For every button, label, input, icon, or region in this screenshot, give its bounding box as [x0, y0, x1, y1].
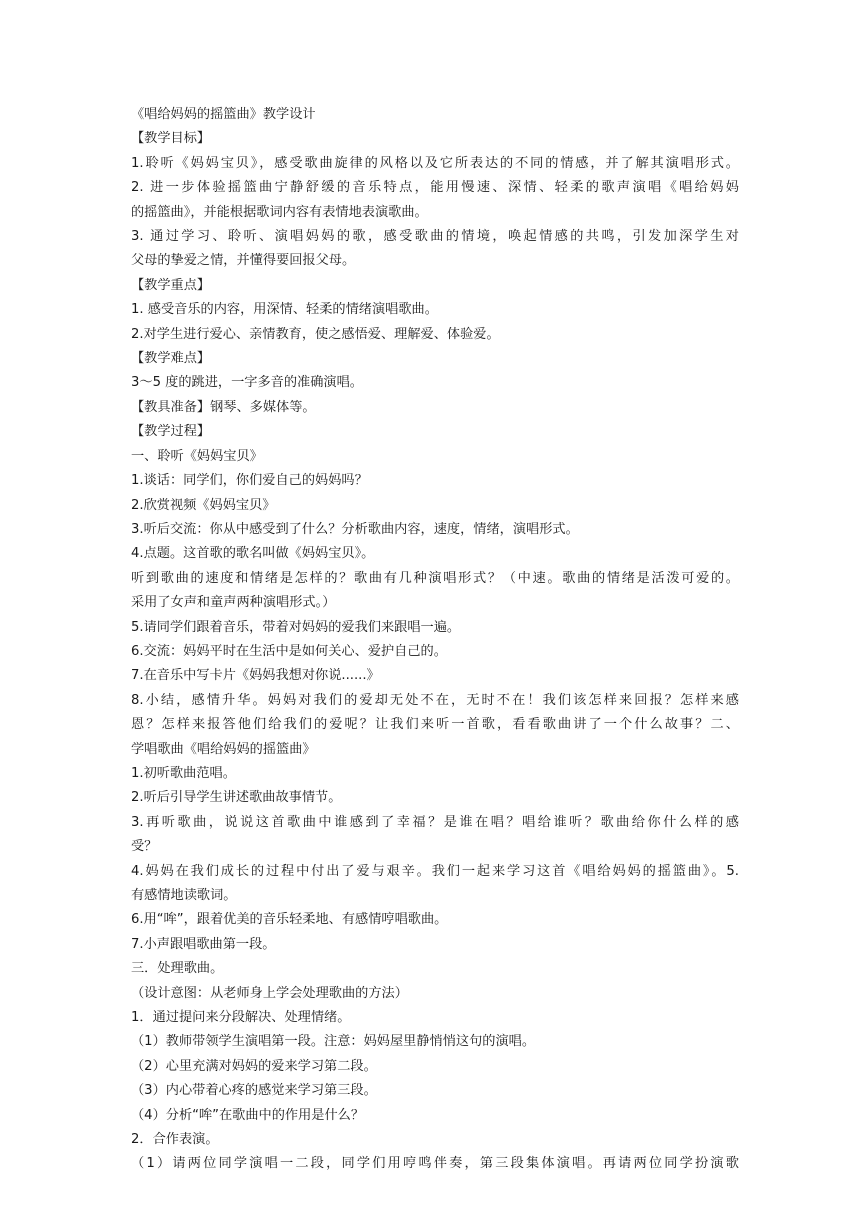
text-line: 采用了女声和童声两种演唱形式。）	[131, 595, 336, 611]
text-line: 4.妈妈在我们成长的过程中付出了爱与艰辛。我们一起来学习这首《唱给妈妈的摇篮曲》。5.	[131, 863, 739, 879]
text-line: 6.用“哞”，跟着优美的音乐轻柔地、有感情哼唱歌曲。	[131, 912, 448, 928]
text-line: （3）内心带着心疼的感觉来学习第三段。	[131, 1083, 377, 1099]
text-line: 5.请同学们跟着音乐，带着对妈妈的爱我们来跟唱一遍。	[131, 619, 461, 635]
text-line: 2. 进一步体验摇篮曲宁静舒缓的音乐特点，能用慢速、深情、轻柔的歌声演唱《唱给妈妈	[131, 180, 739, 196]
text-line: 1.初听歌曲范唱。	[131, 765, 236, 781]
text-line: （4）分析“哞”在歌曲中的作用是什么？	[131, 1107, 365, 1123]
text-line: 2.听后引导学生讲述歌曲故事情节。	[131, 790, 342, 806]
text-line: 7.在音乐中写卡片《妈妈我想对你说......》	[131, 668, 380, 684]
text-line: 3.再听歌曲，说说这首歌曲中谁感到了幸福？是谁在唱？唱给谁听？歌曲给你什么样的感	[131, 814, 739, 830]
text-line: 一、聆听《妈妈宝贝》	[131, 448, 263, 464]
text-line: 6.交流：妈妈平时在生活中是如何关心、爱护自己的。	[131, 643, 447, 659]
text-line: 7.小声跟唱歌曲第一段。	[131, 936, 276, 952]
text-line: 2．合作表演。	[131, 1132, 219, 1148]
document-title: 《唱给妈妈的摇篮曲》教学设计	[131, 107, 316, 122]
text-line: （设计意图：从老师身上学会处理歌曲的方法）	[131, 985, 408, 1001]
text-line: 3.听后交流：你从中感受到了什么？分析歌曲内容，速度，情绪，演唱形式。	[131, 521, 579, 537]
document-page	[131, 103, 739, 1177]
text-line: 【教具准备】钢琴、多媒体等。	[131, 399, 316, 415]
text-line: （2）心里充满对妈妈的爱来学习第二段。	[131, 1058, 377, 1074]
text-line: （1）教师带领学生演唱第一段。注意：妈妈屋里静悄悄这句的演唱。	[131, 1034, 536, 1050]
text-line: 【教学难点】	[131, 351, 211, 367]
text-line: 3. 通过学习、聆听、演唱妈妈的歌，感受歌曲的情境，唤起情感的共鸣，引发加深学生对	[131, 229, 739, 245]
text-line: 4.点题。这首歌的歌名叫做《妈妈宝贝》。	[131, 546, 375, 562]
text-line: 三．处理歌曲。	[131, 961, 224, 977]
text-line: 【教学过程】	[131, 424, 211, 440]
text-line: 1. 感受音乐的内容，用深情、轻柔的情绪演唱歌曲。	[131, 302, 438, 318]
text-line: 父母的挚爱之情，并懂得要回报父母。	[131, 253, 356, 269]
text-line: （1）请两位同学演唱一二段，同学们用哼鸣伴奏，第三段集体演唱。再请两位同学扮演歌	[131, 1156, 739, 1172]
text-line: 8.小结，感情升华。妈妈对我们的爱却无处不在，无时不在！我们该怎样来回报？怎样来感	[131, 692, 739, 708]
text-line: 学唱歌曲《唱给妈妈的摇篮曲》	[131, 741, 316, 757]
text-line: 受？	[131, 839, 158, 855]
text-line: 1．通过提问来分段解决、处理情绪。	[131, 1010, 351, 1026]
text-line: 3～5 度的跳进，一字多音的准确演唱。	[131, 375, 363, 391]
text-line: 的摇篮曲》，并能根据歌词内容有表情地表演歌曲。	[131, 204, 428, 220]
text-line: 2.欣赏视频《妈妈宝贝》	[131, 497, 276, 513]
text-line: 【教学重点】	[131, 277, 211, 293]
text-line: 听到歌曲的速度和情绪是怎样的？歌曲有几种演唱形式？（中速。歌曲的情绪是活泼可爱的。	[131, 570, 739, 586]
text-line: 2.对学生进行爱心、亲情教育，使之感悟爱、理解爱、体验爱。	[131, 326, 500, 342]
text-line: 1.聆听《妈妈宝贝》，感受歌曲旋律的风格以及它所表达的不同的情感，并了解其演唱形式。	[131, 155, 739, 171]
document-body	[131, 103, 739, 1177]
text-line: 1.谈话：同学们，你们爱自己的妈妈吗？	[131, 473, 368, 489]
text-line: 【教学目标】	[131, 131, 211, 147]
text-line: 恩？怎样来报答他们给我们的爱呢？让我们来听一首歌，看看歌曲讲了一个什么故事？二、	[131, 717, 739, 733]
text-line: 有感情地读歌词。	[131, 888, 237, 903]
